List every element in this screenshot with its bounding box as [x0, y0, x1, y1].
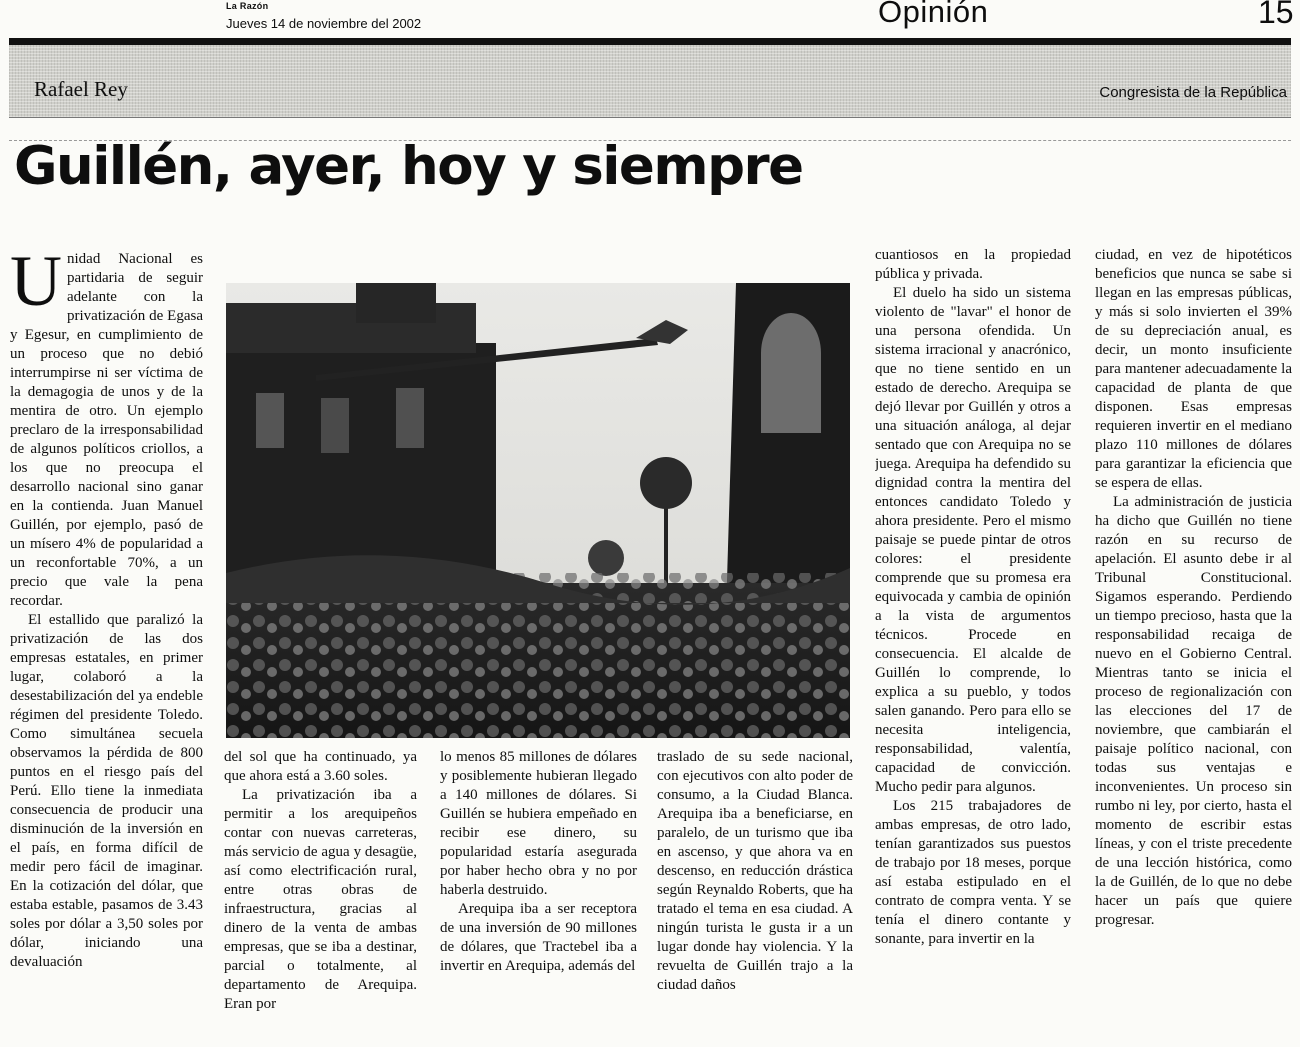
article-column-3	[440, 748, 637, 1040]
article-column-2	[224, 748, 417, 1040]
band-rule	[9, 117, 1291, 118]
article-column-1	[10, 250, 203, 1040]
paragraph: ciudad, en vez de hipotéticos beneficios que nunca se sabe si llegan en las empresas públicas, y más si solo invierten el 39% de su depreciación anual, es decir, un monto insuficiente para mantener adecuadamente la capacidad de planta de que disponen. Esas empresas requieren invertir en el mediano plazo 110 millones de dólares para garantizar la eficiencia que se espera de ellas.	[1095, 247, 1292, 491]
issue-date: Jueves 14 de noviembre del 2002	[226, 16, 422, 31]
paragraph: La administración de justicia ha dicho que Guillén no tiene razón en su recurso de apelación. El asunto debe ir al Tribunal Constitucional. Sigamos esperando. Perdiendo un tiempo precioso, hasta que la responsabilidad recaiga de nuevo en el Gobierno Central. Mientras tanto se inicia el proceso de regionalización con las elecciones del 17 de noviembre, que cambiarán el paisaje político nacional, con todas sus ventajas e inconvenientes. Un proceso sin rumbo ni ley, por cierto, hasta el momento de escribir estas líneas, y con el triste precedente de una lección histórica, como la de Guillén, de lo que no debe hacer un país que quiere progresar.	[1095, 494, 1292, 928]
paragraph: La privatización iba a permitir a los arequipeños contar con nuevas carreteras, más servicio de agua y desagüe, así como electrificación rural, entre otras obras de infraestructura, gracias al dinero de la venta de ambas empresas, que se iba a destinar, parcial o totalmente, al departamento de Arequipa. Eran por	[224, 787, 417, 1012]
paragraph: Los 215 trabajadores de ambas empresas, de otro lado, tenían garantizados sus puestos de trabajo por 18 meses, porque así estaba estipulado en el contrato de compra venta. Y se tenía el dinero contante y sonante, para invertir en la	[875, 798, 1071, 947]
paragraph	[10, 250, 203, 611]
header-rule	[9, 38, 1291, 45]
article-column-5	[875, 246, 1071, 1040]
paragraph: El duelo ha sido un sistema violento de "lavar" el honor de una persona ofendida. Un sistema irracional y anacrónico, que no tiene sentido en un estado de derecho. Arequipa se dejó llevar por Guillén y otros a una situación análoga, al dejar sentado que con Arequipa no se juega. Arequipa ha defendido su dignidad contra la mentira del entonces candidato Toledo y ahora presidente. Pero el mismo paisaje se puede pintar de otros colores: el presidente comprende que su promesa era equivocada y cambia de opinión a la vista de argumentos técnicos. Procede en consecuencia. El alcalde de Guillén lo comprende, lo explica a su pueblo, y todos salen ganando. Pero para ello se necesita inteligencia, responsabilidad, valentía, capacidad de convicción. Mucho pedir para algunos.	[875, 285, 1071, 795]
page-number: 15	[1258, 0, 1294, 30]
section-title: Opinión	[878, 0, 989, 29]
paragraph-text: nidad Nacional es partidaria de seguir adelante con la privatización de Egasa y Egesur, en cumplimiento de un proceso que no debió interrumpirse ni ser víctima de la demagogia de unos y de la mentira de otro. Un ejemplo preclaro de la irresponsabilidad de algunos políticos criollos, a los que no preocupa el desarrollo nacional sino ganar en la contienda. Juan Manuel Guillén, por ejemplo, pasó de un mísero 4% de popularidad a un reconfortable 70%, a un precio que vale la pena recordar.	[10, 251, 203, 609]
byline-band	[9, 45, 1291, 117]
paragraph: Arequipa iba a ser receptora de una inversión de 90 millones de dólares, que Tractebel iba a invertir en Arequipa, además del	[440, 901, 637, 974]
headline: Guillén, ayer, hoy y siempre	[14, 136, 803, 197]
paragraph: del sol que ha continuado, ya que ahora está a 3.60 soles.	[224, 749, 417, 784]
paragraph: traslado de su sede nacional, con ejecutivos con alto poder de consumo, a la Ciudad Blanca. Arequipa iba a beneficiarse, en paralelo, de un turismo que iba en ascenso, y que ahora va en descenso, en reducción drástica según Reynaldo Roberts, que ha tratado el tema en esa ciudad. A ningún turista le gusta ir a un lugar donde hay violencia. Y la revuelta de Guillén trajo a la ciudad daños	[657, 749, 853, 993]
article-column-4	[657, 748, 853, 1040]
paragraph: cuantiosos en la propiedad pública y privada.	[875, 247, 1071, 282]
paragraph: lo menos 85 millones de dólares y posiblemente hubieran llegado a 140 millones de dólares. Si Guillén se hubiera empeñado en recibir ese dinero, su popularidad estaría asegurada por haber hecho obra y no por haberla destruido.	[440, 749, 637, 898]
paragraph: El estallido que paralizó la privatización de las dos empresas estatales, en primer lugar, colaboró a la desestabilización del ya endeble régimen del presidente Toledo. Como simultánea secuela observamos la pérdida de 800 puntos en el riesgo país del Perú. Ello tiene la inmediata consecuencia de producir una disminución de la inversión en el país, en forma difícil de medir pero fácil de imaginar. En la cotización del dólar, que estaba estable, pasamos de 3.43 soles por dólar a 3,50 soles por dólar, iniciando una devaluación	[10, 612, 203, 970]
author-name: Rafael Rey	[34, 77, 128, 101]
article-column-6	[1095, 246, 1292, 1040]
publication-name: La Razón	[226, 1, 269, 11]
crowd-street-photo	[226, 283, 850, 738]
drop-cap: U	[10, 250, 62, 321]
author-role: Congresista de la República	[1099, 84, 1287, 101]
